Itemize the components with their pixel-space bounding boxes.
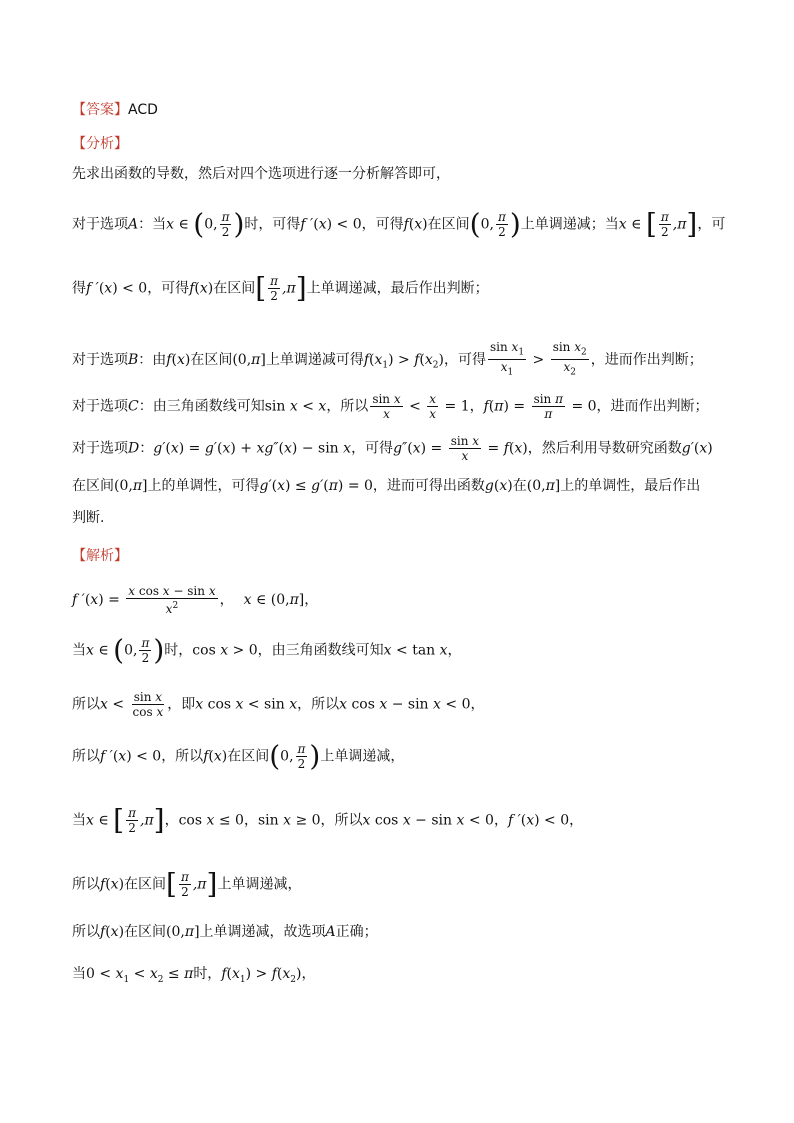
text: 在区间 [427, 216, 470, 233]
text: ，然后利用导数研究函数 [527, 440, 682, 457]
text: 所以 [72, 696, 100, 713]
solution-label: 【解析】 [72, 548, 128, 564]
solution-heading [72, 546, 128, 566]
text: ， [243, 812, 258, 829]
text: ，所以 [320, 812, 363, 829]
text: ，即 [167, 696, 196, 713]
text: ，所以 [297, 696, 340, 713]
text: 当 [72, 642, 86, 659]
analysis-option-a-line1: 对于选项A：当x ∈ (0, $\frac{\pi}{2}$ )时，可得f ′(x) < 0，可得f(x)在区间(0, $\frac{\pi}{2}$ )上单调递减；当x ∈ [ $\frac{\pi}{2}$ ,π]，可 [72, 207, 726, 241]
text: ， [447, 642, 462, 659]
text: ：由三角函数线可知 [138, 398, 265, 415]
solution-line-5: 当x ∈ [ $\frac{\pi}{2}$ ,π]，cos x ≤ 0，sin x ≥ 0，所以x cos x − sin x < 0，f ′(x) < 0， [72, 803, 584, 837]
analysis-label: 【分析】 [72, 136, 128, 152]
text: 对于选项 [72, 398, 128, 415]
solution-line-derivative: f ′(x) = $\frac{\text{x cos x − sin x}}{x^2}$ ， x ∈ (0,π]， [72, 584, 319, 616]
text: ，可得 [351, 440, 394, 457]
text: ：当 [138, 216, 167, 233]
solution-line-4: 所以f ′(x) < 0，所以f(x)在区间(0, $\frac{\pi}{2}$ )上单调递减， [72, 739, 405, 773]
text: ，可得 [443, 351, 486, 368]
text: 时，可得 [244, 216, 301, 233]
analysis-heading [72, 134, 128, 154]
answer-label: 【答案】 [72, 102, 128, 118]
analysis-option-d-line3: 判断. [72, 510, 105, 526]
text: 上单调递减， [320, 748, 405, 765]
text: ， [219, 592, 234, 608]
answer-value: ACD [128, 102, 158, 118]
text: ： [139, 440, 154, 457]
text: 上单调递减可得 [265, 351, 364, 368]
analysis-option-b: 对于选项B：由f(x)在区间(0,π]上单调递减可得$f(x_1) > f(x_2)$，可得 $\frac{\sin x_1}{x_1}$ > $\frac{\sin x_2}{x_2}$ ，进而作出判断； [72, 340, 703, 378]
text: 时， [193, 966, 222, 982]
text: ，进而作出判断； [590, 351, 703, 368]
analysis-option-d-line1: 对于选项D：g′(x) = g′(x) + xg″(x) − sin x，可得g″(x) = $\frac{\text{sin x}}{x}$ = f(x)，然后利用导数研究函数g′(x) [72, 434, 713, 463]
text: 所以 [72, 876, 100, 893]
solution-line-2: 当x ∈ (0, $\frac{\pi}{2}$ )时，cos x > 0，由三角函数线可知x < tan x， [72, 633, 462, 667]
analysis-option-c: 对于选项C：由三角函数线可知sin x < x，所以 $\frac{\text{sin x}}{x}$ < $\frac{x}{x}$ = 1，f(π) = $\frac{\text{sin π}}{\pi}$ = 0，进而作出判断； [72, 392, 709, 421]
text: ， [164, 812, 179, 829]
text: 所以 [72, 748, 100, 765]
solution-line-8: 当$0 < x_1 < x_2 \le \pi$时，$f(x_1) > f(x_2)$， [72, 966, 316, 985]
text: 在 [512, 478, 527, 494]
text: ，可 [697, 216, 726, 233]
analysis-option-a-line2: 得f ′(x) < 0，可得f(x)在区间[ $\frac{\pi}{2}$ ,π]上单调递减，最后作出判断； [72, 271, 489, 305]
text: 上的单调性，可得 [147, 478, 260, 494]
text: ，进而可得出函数 [372, 478, 485, 494]
analysis-option-d-line2: 在区间(0,π]上的单调性，可得g′(x) ≤ g′(π) = 0，进而可得出函数g(x)在(0,π]上的单调性，最后作出 [72, 478, 701, 494]
text: ， [301, 966, 316, 982]
text: ， [569, 812, 584, 829]
text: ，所以 [161, 748, 204, 765]
text: 时， [164, 642, 193, 659]
text: ，由三角函数线可知 [257, 642, 384, 659]
analysis-intro: 先求出函数的导数，然后对四个选项进行逐一分析解答即可， [72, 166, 450, 182]
text: 上单调递减， [217, 876, 302, 893]
text: ，可得 [361, 216, 404, 233]
solution-line-3: 所以x < $\frac{\text{sin x}}{\text{cos x}}$ ，即x cos x < sin x，所以x cos x − sin x < 0， [72, 690, 485, 719]
text: 所以 [72, 924, 100, 940]
text: 在区间 [124, 876, 167, 893]
text: ，所以 [326, 398, 369, 415]
text: ， [469, 398, 484, 415]
text: 得 [72, 280, 86, 297]
text: ，可得 [147, 280, 190, 297]
text: 在区间 [190, 351, 233, 368]
text: 在区间 [213, 280, 256, 297]
solution-line-6: 所以f(x)在区间[ $\frac{\pi}{2}$ ,π]上单调递减， [72, 867, 302, 901]
text: 上单调递减，故选项 [199, 924, 326, 940]
text: 对于选项 [72, 351, 128, 368]
answer-line [72, 100, 158, 120]
text: ， [470, 696, 485, 713]
text: ：由 [138, 351, 167, 368]
text: 上单调递减，最后作出判断； [306, 280, 489, 297]
text: 正确； [335, 924, 378, 940]
text: 当 [72, 966, 86, 982]
text: ， [493, 812, 508, 829]
text: 在区间 [72, 478, 114, 494]
text: 当 [72, 812, 86, 829]
text: 上的单调性，最后作出 [560, 478, 701, 494]
text: 在区间 [227, 748, 270, 765]
text: ，进而作出判断； [596, 398, 709, 415]
text: 在区间 [124, 924, 167, 940]
text: 上单调递减；当 [520, 216, 619, 233]
text: 对于选项 [72, 216, 128, 233]
text: 对于选项 [72, 440, 128, 457]
solution-line-7: 所以f(x)在区间(0,π]上单调递减，故选项A正确； [72, 924, 378, 940]
